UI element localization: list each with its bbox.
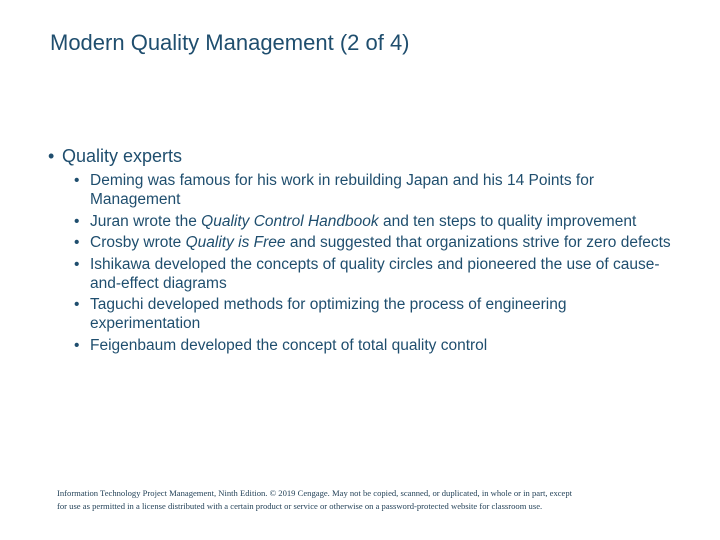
bullet-glyph: • [74, 212, 80, 230]
footer-line-2: for use as permitted in a license distributed with a certain product or service or otherwise on a password-protected website for classroom use. [57, 501, 543, 511]
bullet-glyph: • [74, 234, 80, 251]
copyright-footer [57, 487, 687, 513]
sub-bullet-text: Feigenbaum developed the concept of total quality control [90, 336, 488, 354]
sub-bullet-text: Taguchi developed methods for optimizing the process of engineering experimentation [90, 296, 567, 332]
bullet-glyph: • [74, 172, 80, 189]
sub-bullet-text: Juran wrote the [90, 212, 202, 230]
footer-line-1: Information Technology Project Management, Ninth Edition. © 2019 Cengage. May not be copied, scanned, or duplicated, in whole or in part, except [57, 488, 573, 498]
sub-bullet-item [74, 212, 674, 231]
main-bullet-text: Quality experts [62, 146, 183, 166]
slide-title: Modern Quality Management (2 of 4) [50, 30, 410, 55]
sub-bullet-text: Ishikawa developed the concepts of quality circles and pioneered the use of cause-and-effect diagrams [90, 255, 660, 292]
sub-bullet-item [74, 233, 674, 252]
sub-bullet-text: Deming was famous for his work in rebuilding Japan and his 14 Points for Management [90, 172, 595, 208]
sub-bullet-text: and suggested that organizations strive for zero defects [285, 234, 671, 251]
sub-bullet-item [74, 295, 674, 333]
main-bullet [48, 145, 688, 167]
bullet-glyph: • [48, 146, 55, 166]
sub-bullet-list [74, 171, 674, 357]
sub-bullet-text: Crosby wrote [90, 234, 186, 251]
bullet-glyph: • [74, 296, 80, 313]
book-title-text: Quality is Free [185, 234, 286, 251]
book-title-text: Quality Control Handbook [201, 212, 379, 230]
sub-bullet-item [74, 336, 674, 355]
bullet-glyph: • [74, 336, 80, 354]
sub-bullet-item [74, 171, 674, 209]
bullet-glyph: • [74, 255, 80, 273]
sub-bullet-text: and ten steps to quality improvement [378, 212, 637, 230]
sub-bullet-item [74, 255, 674, 293]
